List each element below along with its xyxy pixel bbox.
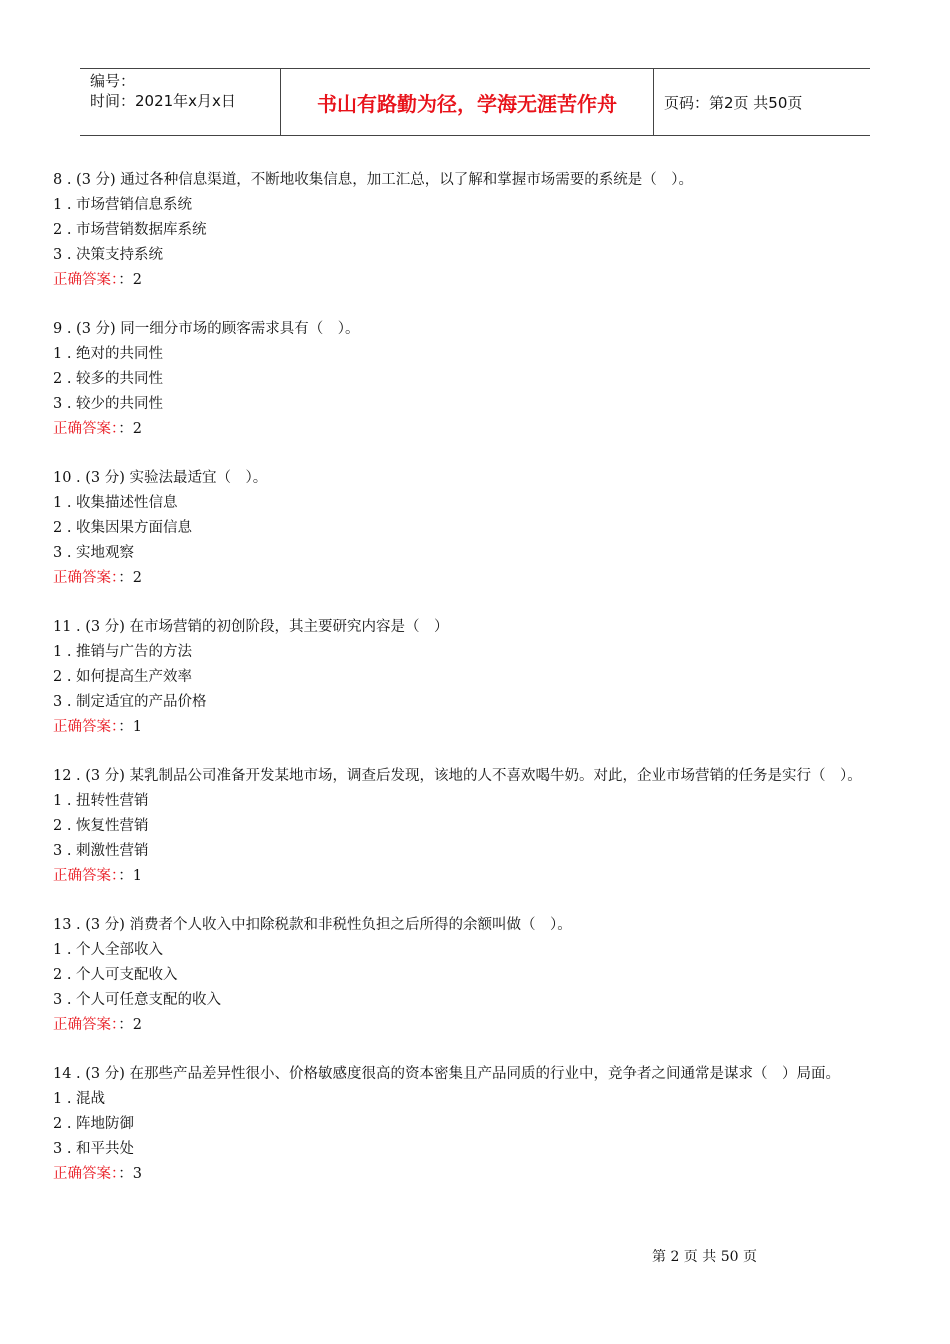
header-page-label: 页码：第2页 共50页 [664, 93, 803, 112]
option-2: 2 . 阵地防御 [53, 1116, 135, 1132]
answer-value: ：3 [118, 1166, 142, 1182]
page-header [80, 68, 870, 136]
option-2: 2 . 如何提高生产效率 [53, 669, 193, 685]
answer-line [53, 268, 913, 293]
answer-line [53, 715, 913, 740]
answer-line [53, 1013, 913, 1038]
option-1: 1 . 推销与广告的方法 [53, 644, 193, 660]
question-text: 13 . (3 分) 消费者个人收入中扣除税款和非税性负担之后所得的余额叫做（ ）。 [53, 917, 572, 933]
answer-line [53, 566, 913, 591]
answer-line [53, 864, 913, 889]
option-1: 1 . 市场营销信息系统 [53, 197, 193, 213]
answer-value: ：2 [118, 272, 142, 288]
option-2: 2 . 恢复性营销 [53, 818, 149, 834]
answer-label: 正确答案： [53, 421, 119, 437]
question-text: 11 . (3 分) 在市场营销的初创阶段，其主要研究内容是（ ） [53, 619, 449, 635]
question-list [53, 168, 913, 1211]
answer-label: 正确答案： [53, 272, 119, 288]
question-item [53, 764, 913, 889]
answer-label: 正确答案： [53, 719, 119, 735]
question-item [53, 615, 913, 740]
header-motto: 书山有路勤为径，学海无涯苦作舟 [281, 69, 654, 135]
time-label: 时间：2021年x月x日 [90, 92, 236, 110]
option-3: 3 . 刺激性营销 [53, 843, 149, 859]
question-item [53, 1062, 913, 1187]
answer-label: 正确答案： [53, 1166, 119, 1182]
number-label: 编号： [90, 72, 136, 90]
option-3: 3 . 制定适宜的产品价格 [53, 694, 207, 710]
option-3: 3 . 较少的共同性 [53, 396, 164, 412]
question-item [53, 168, 913, 293]
option-3: 3 . 和平共处 [53, 1141, 135, 1157]
option-2: 2 . 较多的共同性 [53, 371, 164, 387]
answer-label: 正确答案： [53, 570, 119, 586]
question-item [53, 466, 913, 591]
option-2: 2 . 个人可支配收入 [53, 967, 178, 983]
option-2: 2 . 收集因果方面信息 [53, 520, 193, 536]
question-item [53, 913, 913, 1038]
answer-value: ：2 [118, 1017, 142, 1033]
question-text: 10 . (3 分) 实验法最适宜（ ）。 [53, 470, 268, 486]
answer-line [53, 417, 913, 442]
answer-label: 正确答案： [53, 1017, 119, 1033]
question-text: 12 . (3 分) 某乳制品公司准备开发某地市场，调查后发现，该地的人不喜欢喝牛奶。对此，企业市场营销的任务是实行（ ）。 [53, 768, 862, 784]
answer-value: ：2 [118, 570, 142, 586]
question-text: 8 . (3 分) 通过各种信息渠道，不断地收集信息，加工汇总，以了解和掌握市场需要的系统是（ ）。 [53, 172, 694, 188]
answer-label: 正确答案： [53, 868, 119, 884]
question-item [53, 317, 913, 442]
option-1: 1 . 扭转性营销 [53, 793, 149, 809]
page-footer: 第 2 页 共 50 页 [652, 1249, 757, 1265]
option-1: 1 . 个人全部收入 [53, 942, 164, 958]
question-text: 9 . (3 分) 同一细分市场的顾客需求具有（ ）。 [53, 321, 360, 337]
answer-value: ：2 [118, 421, 142, 437]
answer-value: ：1 [118, 719, 142, 735]
option-1: 1 . 绝对的共同性 [53, 346, 164, 362]
option-3: 3 . 实地观察 [53, 545, 135, 561]
answer-line [53, 1162, 913, 1187]
header-meta [80, 69, 281, 135]
option-2: 2 . 市场营销数据库系统 [53, 222, 207, 238]
option-1: 1 . 收集描述性信息 [53, 495, 178, 511]
option-3: 3 . 决策支持系统 [53, 247, 164, 263]
question-text: 14 . (3 分) 在那些产品差异性很小、价格敏感度很高的资本密集且产品同质的行业中，竞争者之间通常是谋求（ ）局面。 [53, 1066, 841, 1082]
option-1: 1 . 混战 [53, 1091, 106, 1107]
answer-value: ：1 [118, 868, 142, 884]
option-3: 3 . 个人可任意支配的收入 [53, 992, 222, 1008]
